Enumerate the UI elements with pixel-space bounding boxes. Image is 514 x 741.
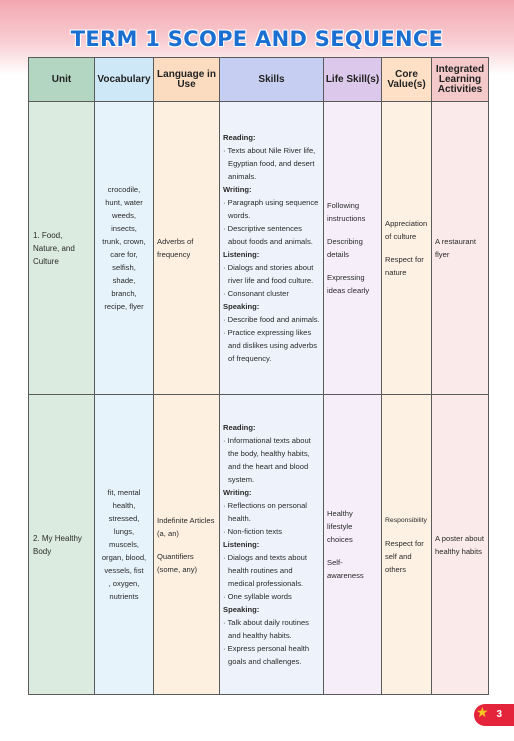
header-life-skills: Life Skill(s) — [324, 58, 382, 102]
skills-cell — [220, 395, 324, 695]
skill-heading-writing: Writing: — [223, 185, 252, 194]
vocab-line: selfish, — [112, 263, 136, 272]
skill-heading-listening: Listening: — [223, 540, 260, 549]
skill-item: · Dialogs and stories about river life and food culture. — [223, 263, 314, 285]
vocab-line: recipe, flyer — [104, 302, 144, 311]
vocab-line: muscels, — [109, 540, 139, 549]
vocab-line: weeds, — [111, 211, 137, 220]
skill-item: · Express personal health goals and challenges. — [223, 644, 310, 666]
life-skill-item: Healthy lifestyle choices — [327, 509, 353, 544]
vocab-line: insects, — [111, 224, 137, 233]
language-cell — [154, 395, 220, 695]
header-unit: Unit — [29, 58, 95, 102]
vocab-line: lungs, — [113, 527, 135, 536]
header-core-values: Core Value(s) — [382, 58, 432, 102]
vocab-line: nutrients — [109, 592, 139, 601]
vocab-line: hunt, water — [105, 198, 143, 207]
vocabulary-cell — [95, 395, 154, 695]
skill-item: · Informational texts about the body, healthy habits, and the heart and blood system. — [223, 436, 311, 484]
core-value-item: Responsibility — [385, 516, 427, 524]
core-values-cell — [382, 102, 432, 395]
vocab-line: , oxygen, — [108, 579, 140, 588]
integrated-activity-cell: A restaurant flyer — [432, 102, 489, 395]
page-title: TERM 1 SCOPE AND SEQUENCE — [70, 27, 444, 51]
life-skills-cell — [324, 395, 382, 695]
life-skill-item: Self-awareness — [327, 558, 364, 580]
unit-cell: 2. My Healthy Body — [29, 395, 95, 695]
skill-heading-writing: Writing: — [223, 488, 252, 497]
star-icon: ★ — [476, 704, 489, 720]
skill-item: · Non-fiction texts — [223, 527, 283, 536]
life-skill-item: Following instructions — [327, 201, 366, 223]
skill-item: · Texts about Nile River life, Egyptian food, and desert animals. — [223, 146, 316, 181]
header-vocabulary: Vocabulary — [95, 58, 154, 102]
skill-item: · Describe food and animals. — [223, 315, 320, 324]
vocab-line: organ, blood, — [101, 553, 147, 562]
core-value-item: Appreciation of culture — [385, 219, 428, 241]
core-value-item: Respect for self and others — [385, 538, 424, 574]
scope-sequence-table — [28, 57, 489, 695]
life-skills-cell — [324, 102, 382, 395]
skill-heading-reading: Reading: — [223, 133, 256, 142]
skill-item: · Consonant cluster — [223, 289, 289, 298]
integrated-activity-cell: A poster about healthy habits — [432, 395, 489, 695]
vocab-line: health, — [112, 501, 136, 510]
skill-item: · Paragraph using sequence words. — [223, 198, 319, 220]
vocab-line: shade, — [112, 276, 136, 285]
vocab-line: fit, mental — [107, 488, 141, 497]
language-line: Adverbs of — [157, 237, 194, 246]
vocab-line: vessels, fist — [104, 566, 144, 575]
skill-item: · Talk about daily routines and healthy habits. — [223, 618, 309, 640]
skill-heading-listening: Listening: — [223, 250, 260, 259]
skill-item: · Practice expressing likes and dislikes using adverbs of frequency. — [223, 328, 318, 363]
skill-item: · Descriptive sentences about foods and animals. — [223, 224, 313, 246]
life-skill-item: Expressing ideas clearly — [327, 273, 370, 295]
header-language-in-use: Language in Use — [154, 58, 220, 102]
table-row — [29, 102, 489, 395]
life-skill-item: Describing details — [327, 237, 363, 259]
vocab-line: branch, — [111, 289, 137, 298]
skill-item: · Dialogs and texts about health routines and medical professionals. — [223, 553, 308, 588]
unit-cell: 1. Food, Nature, and Culture — [29, 102, 95, 395]
header-row — [29, 58, 489, 102]
skill-item: · Reflections on personal health. — [223, 501, 307, 523]
language-line: Quantifiers (some, any) — [157, 551, 198, 574]
vocab-line: trunk, crown, — [102, 237, 146, 246]
page-number: 3 — [474, 704, 514, 726]
table-row — [29, 395, 489, 695]
vocabulary-cell — [95, 102, 154, 395]
skill-heading-reading: Reading: — [223, 423, 256, 432]
core-values-cell — [382, 395, 432, 695]
language-line: frequency — [157, 250, 191, 259]
vocab-line: care for, — [110, 250, 138, 259]
language-cell — [154, 102, 220, 395]
language-line: Indefinite Articles (a, an) — [157, 515, 215, 538]
header-skills: Skills — [220, 58, 324, 102]
vocab-line: crocodile, — [107, 185, 141, 194]
core-value-item: Respect for nature — [385, 255, 424, 277]
header-integrated-activities: Integrated Learning Activities — [432, 58, 489, 102]
skill-heading-speaking: Speaking: — [223, 605, 260, 614]
skill-heading-speaking: Speaking: — [223, 302, 260, 311]
vocab-line: stressed, — [108, 514, 140, 523]
skill-item: · One syllable words — [223, 592, 292, 601]
skills-cell — [220, 102, 324, 395]
